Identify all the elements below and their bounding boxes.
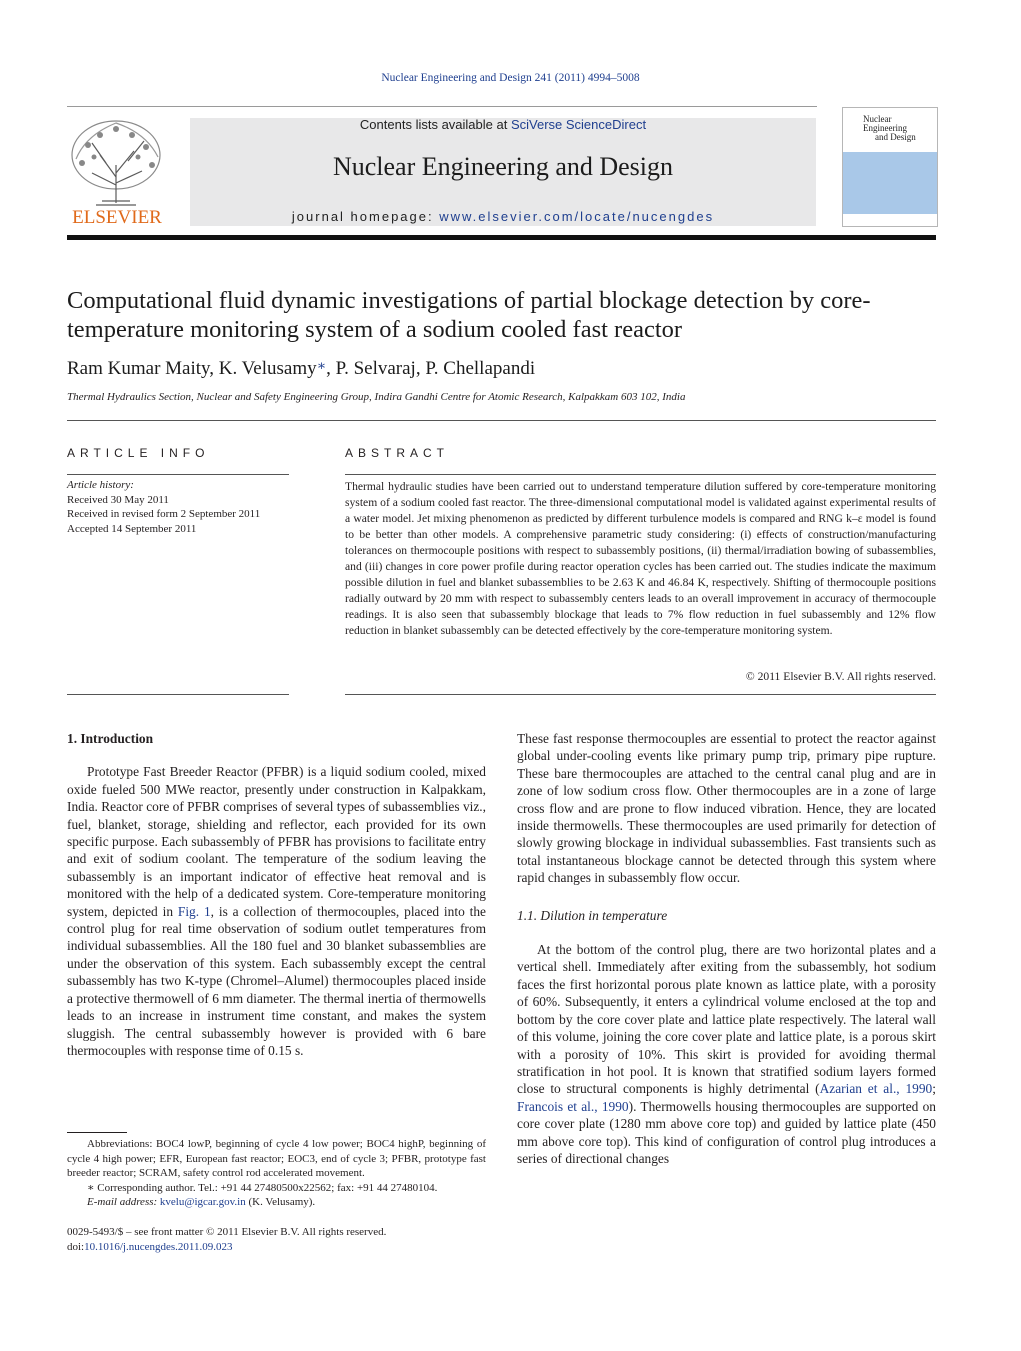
intro-paragraph: Prototype Fast Breeder Reactor (PFBR) is a liquid sodium cooled, mixed oxide fueled 500 MWe reactor, presently under construction in Kalpakkam, India. Reactor core of PFBR comprises of several types of subassemblies viz., fuel, blanket, storage, shielding and reflector, each provided for its own specific purpose. Each subassembly of PFBR has provisions to facilitate entry and exit of sodium coolant. The temperature of the sodium leaving the subassembly is an important indicator of effective heat removal and is monitored with the help of a dedicated system. Core-temperature monitoring system, depicted in Fig. 1, is a collection of thermocouples, placed into the control plug for real time observation of sodium outlet temperatures from individual subassemblies. All the 180 fuel and 30 blanket subassemblies are under the observation of this system. Each subassembly except the central subassembly has two K-type (Chromel–Alumel) thermocouples placed inside a protective thermowell of 6 mm diameter. The thermal inertia of thermowells leads to an increase in instrument time constant, and makes the system sluggish. The central subassembly however is provided with 6 bare thermocouples with response time of 0.15 s. <box>67 764 486 1058</box>
doi-line: doi:10.1016/j.nucengdes.2011.09.023 <box>67 1241 233 1253</box>
contents-prefix: Contents lists available at <box>359 117 511 132</box>
body-column-right <box>517 730 936 1167</box>
email-footnote: E-mail address: kvelu@igcar.gov.in (K. Velusamy). <box>87 1196 316 1209</box>
accepted-date: Accepted 14 September 2011 <box>67 522 197 535</box>
history-label: Article history: <box>67 479 134 491</box>
cover-title: Nuclear Engineering and Design <box>863 114 916 142</box>
article-info-rule-top <box>67 474 289 475</box>
author-list <box>67 358 937 380</box>
header-rule <box>67 106 817 107</box>
dilution-paragraph: At the bottom of the control plug, there are two horizontal plates and a vertical shell. Immediately after exiting from the subassembly, hot sodium faces the first horizontal porous plate known as lattice plate, with a porosity of 60%. Subsequently, it enters a cylindrical volume enclosed at the top and bottom by the core cover plate and lattice plate respectively. The lateral wall of this volume, joining the core cover plate and lattice plate, is a porous skirt with a porosity of 10%. This skirt is provided for avoiding thermal stratification in hot pool. It is known that stratified sodium layers formed close to structural components is highly detrimental (Azarian et al., 1990; Francois et al., 1990). Thermowells housing thermocouples are supported on core cover plate (1280 mm above core top) and guided by lattice plate (450 mm above core top). This kind of configuration of control plug introduces a series of directional changes <box>517 942 936 1166</box>
journal-title: Nuclear Engineering and Design <box>332 152 674 181</box>
received-date: Received 30 May 2011 <box>67 493 169 506</box>
homepage-prefix: journal homepage: <box>291 209 440 224</box>
ref-francois-link[interactable]: Francois et al., 1990 <box>517 1098 629 1114</box>
article-title: Computational fluid dynamic investigations of partial blockage detection by core-temperature monitoring system of a sodium cooled fast reactor <box>67 287 871 343</box>
author-others: , P. Selvaraj, P. Chellapandi <box>326 358 536 379</box>
header-thick-rule <box>67 235 936 240</box>
affiliation: Thermal Hydraulics Section, Nuclear and Safety Engineering Group, Indira Gandhi Centre for Atomic Research, Kalpakkam 603 102, India <box>67 391 686 403</box>
corresponding-author-footnote: ∗ Corresponding author. Tel.: +91 44 27480500x22562; fax: +91 44 27480104. <box>87 1181 438 1194</box>
elsevier-logo <box>66 115 168 227</box>
author-velusamy: K. Velusamy <box>218 358 317 379</box>
section-heading-introduction: 1. Introduction <box>67 731 154 746</box>
elsevier-tree-icon <box>66 115 168 227</box>
publisher-logo-text: ELSEVIER <box>72 207 162 227</box>
body-column-left <box>67 730 486 1059</box>
email-link[interactable]: kvelu@igcar.gov.in <box>159 1196 246 1209</box>
abstract-copyright: © 2011 Elsevier B.V. All rights reserved. <box>745 670 936 683</box>
footnote-rule <box>67 1132 127 1133</box>
article-history <box>67 478 307 536</box>
section-rule <box>67 420 936 421</box>
abstract-rule-top <box>345 474 936 475</box>
ref-azarian-link[interactable]: Azarian et al., 1990 <box>819 1081 933 1097</box>
article-info-rule-bottom <box>67 694 289 695</box>
author-maity: Ram Kumar Maity, <box>67 358 219 379</box>
corresponding-author-mark[interactable]: ∗ <box>316 359 327 374</box>
abstract-heading: ABSTRACT <box>345 446 450 460</box>
footnotes <box>67 1137 486 1210</box>
issn-line: 0029-5493/$ – see front matter © 2011 Elsevier B.V. All rights reserved. <box>67 1226 387 1238</box>
article-info-heading: ARTICLE INFO <box>67 446 210 460</box>
issn-doi-block <box>67 1225 486 1255</box>
section-heading-dilution: 1.1. Dilution in temperature <box>517 907 668 923</box>
abstract-rule-bottom <box>345 694 936 695</box>
homepage-link[interactable]: www.elsevier.com/locate/nucengdes <box>439 209 715 224</box>
abbreviations-footnote: Abbreviations: BOC4 lowP, beginning of cycle 4 low power; BOC4 highP, beginning of cycle 4 high power; EFR, European fast reactor; EOC3, end of cycle 3; PFBR, prototype fast breeder reactor; SCRAM, safety control rod accelerated movement. <box>67 1138 486 1180</box>
sciencedirect-link[interactable]: SciVerse ScienceDirect <box>510 117 647 132</box>
revised-date: Received in revised form 2 September 2011 <box>67 508 261 521</box>
contents-line <box>190 117 816 132</box>
cover-image <box>843 152 937 214</box>
journal-homepage <box>190 209 816 224</box>
doi-link[interactable]: 10.1016/j.nucengdes.2011.09.023 <box>84 1241 233 1253</box>
figure-1-link[interactable]: Fig. 1 <box>177 903 211 919</box>
abstract-text: Thermal hydraulic studies have been carried out to understand temperature dilution suffered by core-temperature monitoring system of a sodium cooled fast reactor. The three-dimensional computational model is validated against experimental results of a water model. Jet mixing phenomenon as predicted by different turbulence models is compared and RNG k–ε model is found to be better than other models. A comprehensive parametric study considering: (i) effects of construction/manufacturing tolerances on thermocouple positions with respect to subassembly positions, (ii) thermal/irradiation bowing of subassemblies, and (iii) changes in core power profile during reactor operation cycles has been carried out. The studies indicate the maximum possible dilution in fuel and blanket subassemblies to be 2.63 K and 46.84 K, respectively. Shifting of thermocouple positions radially outward by 20 mm with respect to subassembly centers leads to an overall improvement in accuracy of thermocouple readings. It is also seen that subassembly blockage that leads to 7% flow reduction in fuel subassembly and 12% flow reduction in blanket subassembly can be detected effectively by the core-temperature monitoring system. <box>345 480 936 637</box>
journal-citation: Nuclear Engineering and Design 241 (2011) 4994–5008 <box>381 72 640 84</box>
continued-paragraph: These fast response thermocouples are essential to protect the reactor against global under-cooling events like primary pump trip, primary pipe rupture. These bare thermocouples are attached to the central canal plug and are in zone of low sodium cross flow. Other thermocouples are in a zone of large cross flow and are prone to flow induced vibration. Hence, they are located inside thermowells. These thermocouples are used primarily for detection of slowly growing blockage in individual subassemblies. Fast transients such as total instantaneous blockage cannot be detected through this system where rapid changes in subassembly flow occur. <box>517 731 936 886</box>
journal-cover-thumbnail <box>842 107 938 227</box>
